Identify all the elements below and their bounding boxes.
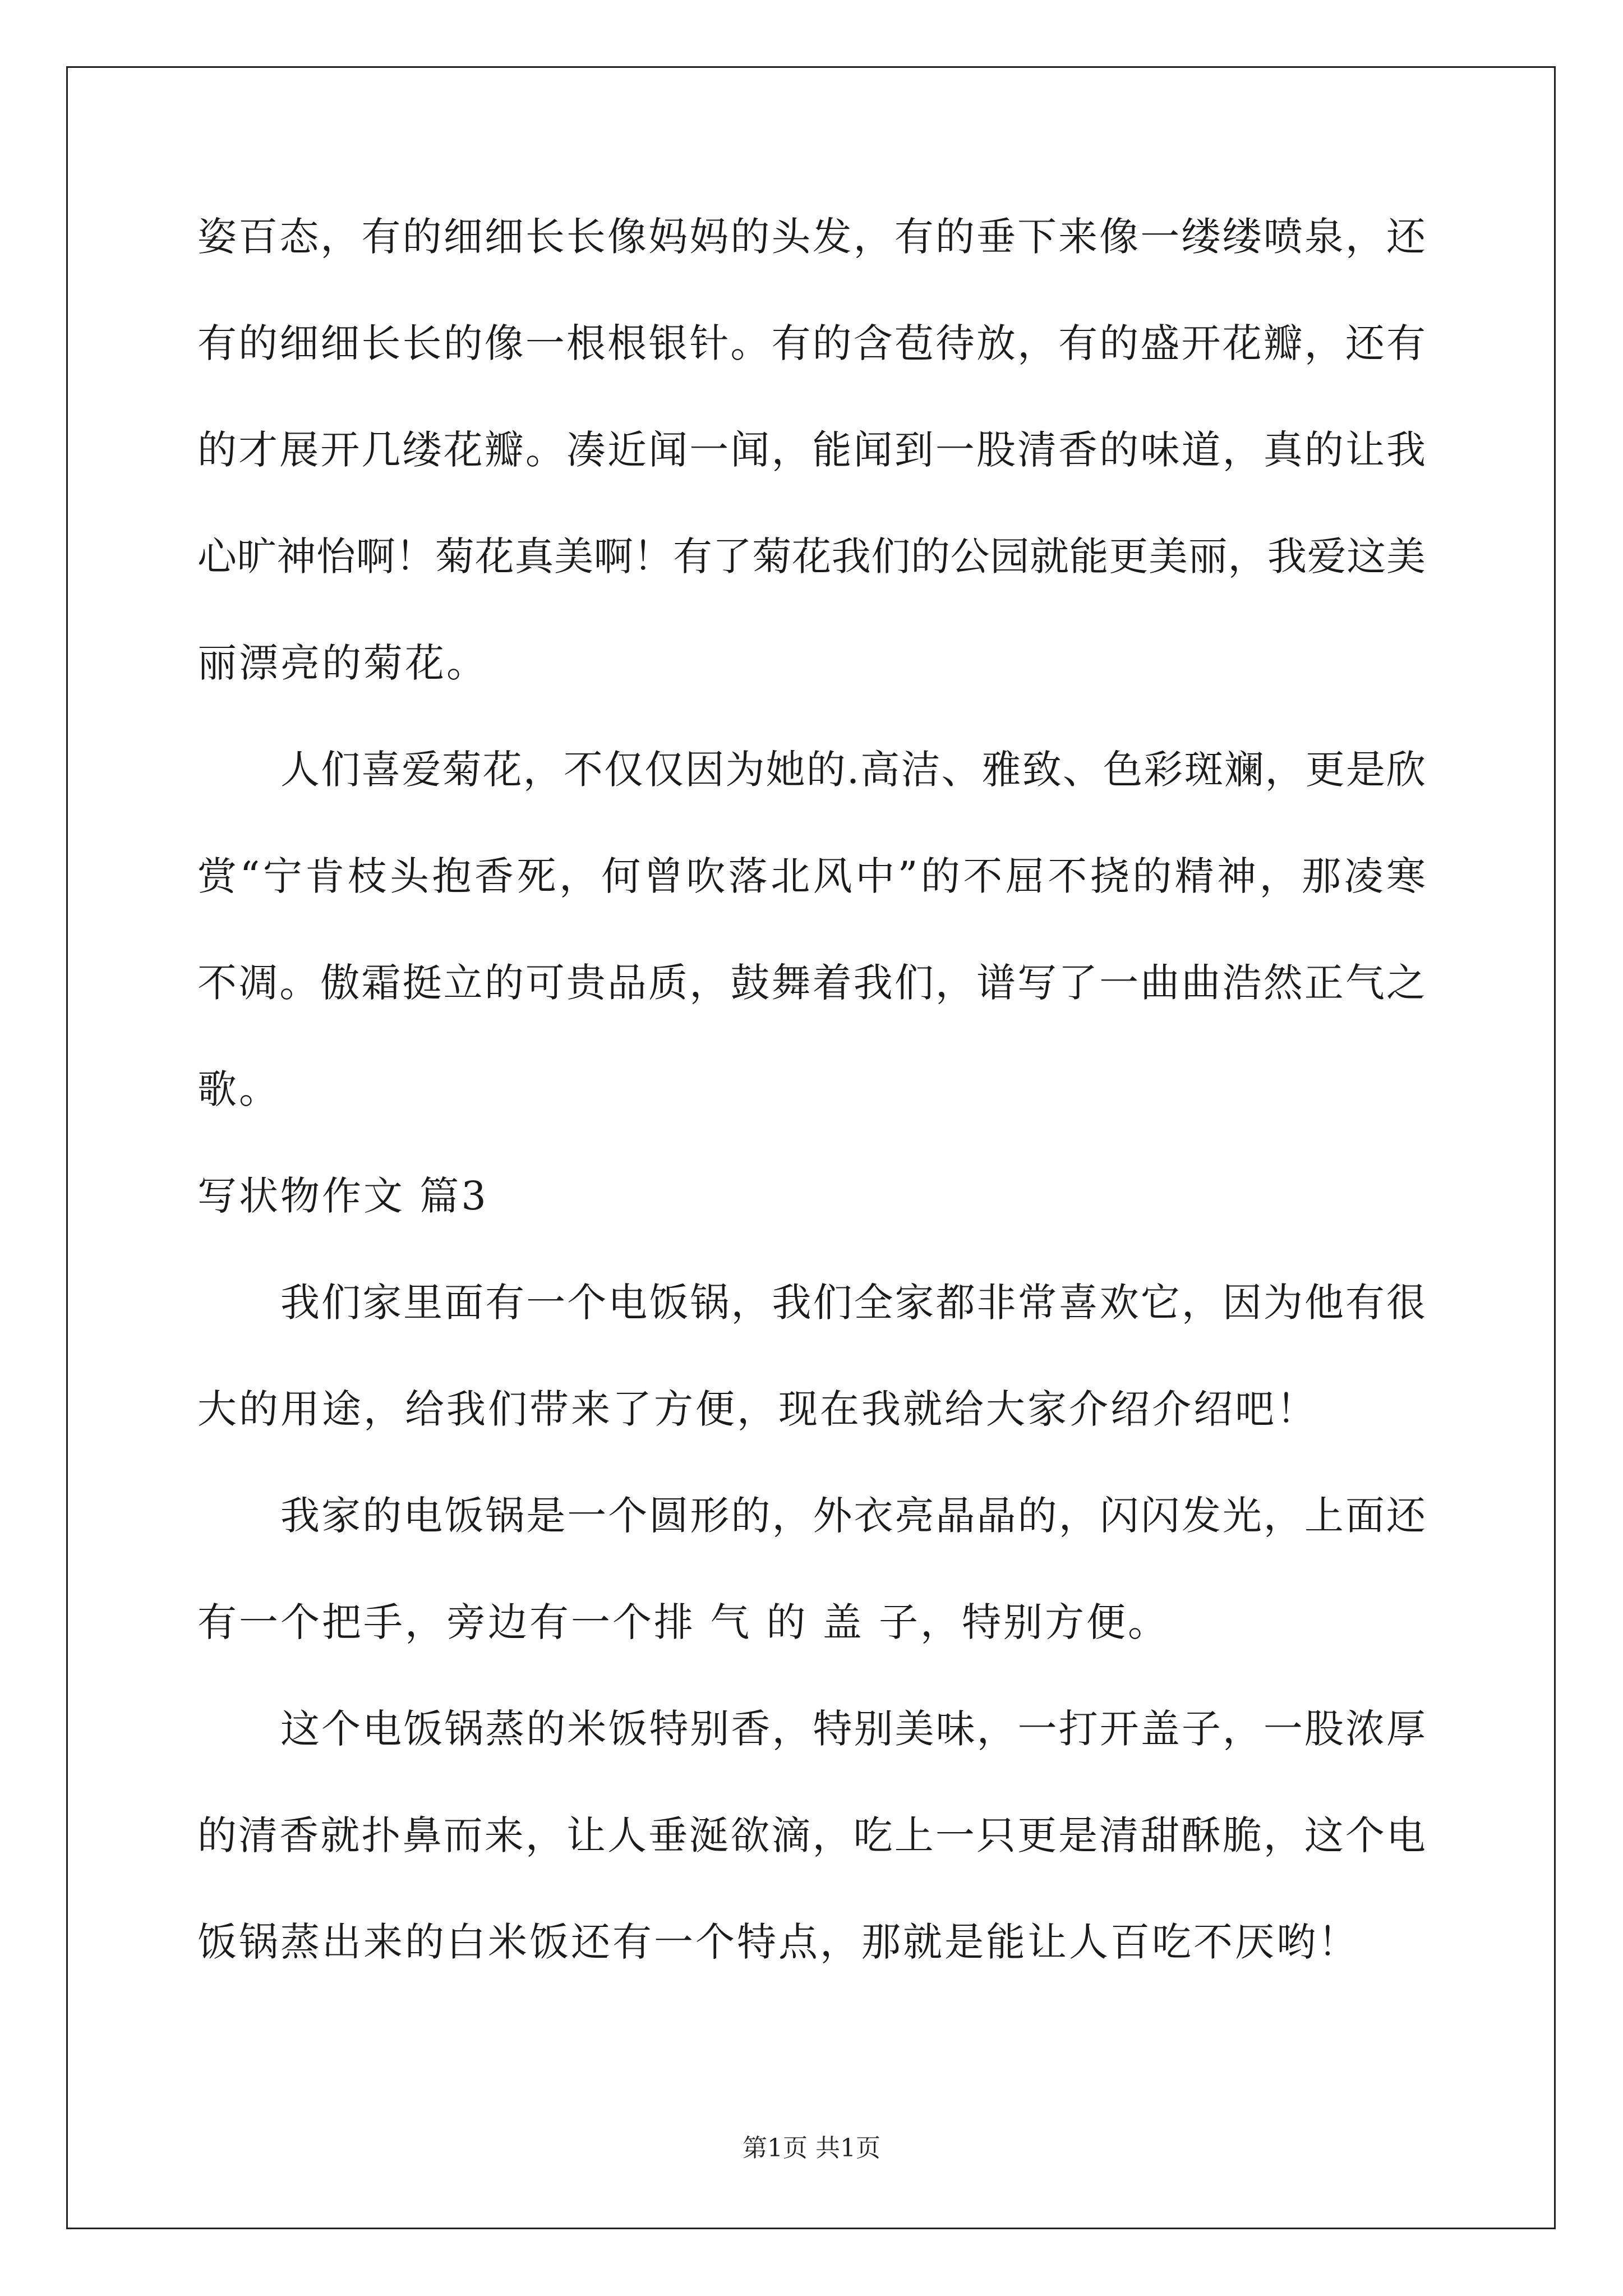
text-line: 不凋。傲霜挺立的可贵品质，鼓舞着我们，谱写了一曲曲浩然正气之	[197, 960, 1426, 1006]
paragraph-first-line: 我家的电饭锅是一个圆形的，外衣亮晶晶的，闪闪发光，上面还	[280, 1493, 1426, 1539]
paragraph-first-line: 我们家里面有一个电饭锅，我们全家都非常喜欢它，因为他有很	[280, 1280, 1426, 1326]
text-line: 的清香就扑鼻而来，让人垂涎欲滴，吃上一只更是清甜酥脆，这个电	[197, 1812, 1426, 1858]
section-heading: 写状物作文 篇3	[197, 1173, 488, 1219]
paragraph-first-line: 人们喜爱菊花，不仅仅因为她的.高洁、雅致、色彩斑斓，更是欣	[280, 747, 1426, 793]
paragraph-first-line: 这个电饭锅蒸的米饭特别香，特别美味，一打开盖子，一股浓厚	[280, 1706, 1426, 1752]
text-line: 饭锅蒸出来的白米饭还有一个特点，那就是能让人百吃不厌哟！	[197, 1919, 1359, 1965]
text-line: 有的细细长长的像一根根银针。有的含苞待放，有的盛开花瓣，还有	[197, 320, 1426, 366]
text-line: 姿百态，有的细细长长像妈妈的头发，有的垂下来像一缕缕喷泉，还	[197, 214, 1426, 260]
page-border	[66, 66, 1556, 2229]
page-footer: 第1页 共1页	[743, 2134, 880, 2162]
text-line: 的才展开几缕花瓣。凑近闻一闻，能闻到一股清香的味道，真的让我	[197, 427, 1426, 473]
text-line: 大的用途，给我们带来了方便，现在我就给大家介绍介绍吧！	[197, 1386, 1318, 1432]
text-line: 有一个把手，旁边有一个排 气 的 盖 子，特别方便。	[197, 1599, 1170, 1645]
text-line: 丽漂亮的菊花。	[197, 640, 488, 686]
text-line: 歌。	[197, 1066, 280, 1112]
text-line: 赏“宁肯枝头抱香死，何曾吹落北风中”的不屈不挠的精神，那凌寒	[197, 853, 1426, 899]
text-line: 心旷神怡啊！菊花真美啊！有了菊花我们的公园就能更美丽，我爱这美	[197, 533, 1426, 579]
